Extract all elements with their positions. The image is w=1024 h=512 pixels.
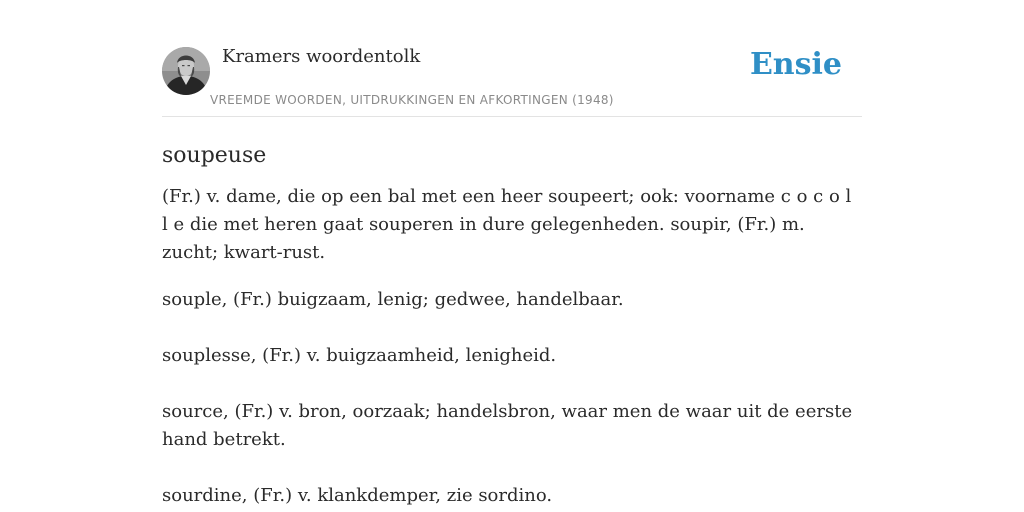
ensie-logo-link[interactable]: Ensie	[749, 47, 842, 82]
definition-paragraph: (Fr.) v. dame, die op een bal met een heer soupeert; ook: voorname c o c o l l e die met heren gaat souperen in dure gelegenheden. soupir, (Fr.) m. zucht; kwart-rust.	[162, 186, 852, 263]
entry-paragraph: souplesse, (Fr.) v. buigzaamheid, lenigheid.	[162, 345, 557, 366]
portrait-icon	[162, 47, 210, 95]
source-subtitle: VREEMDE WOORDEN, UITDRUKKINGEN EN AFKORTINGEN (1948)	[210, 93, 614, 107]
entry-paragraph: souple, (Fr.) buigzaam, lenig; gedwee, handelbaar.	[162, 289, 624, 310]
author-portrait[interactable]	[162, 47, 210, 95]
source-header	[162, 0, 862, 117]
entry-paragraph: source, (Fr.) v. bron, oorzaak; handelsbron, waar men de waar uit de eerste hand betrekt.	[162, 401, 853, 450]
source-title[interactable]: Kramers woordentolk	[222, 46, 421, 67]
headword: soupeuse	[162, 143, 267, 168]
content-column	[162, 0, 862, 510]
entry-paragraph: sourdine, (Fr.) v. klankdemper, zie sordino.	[162, 485, 553, 506]
